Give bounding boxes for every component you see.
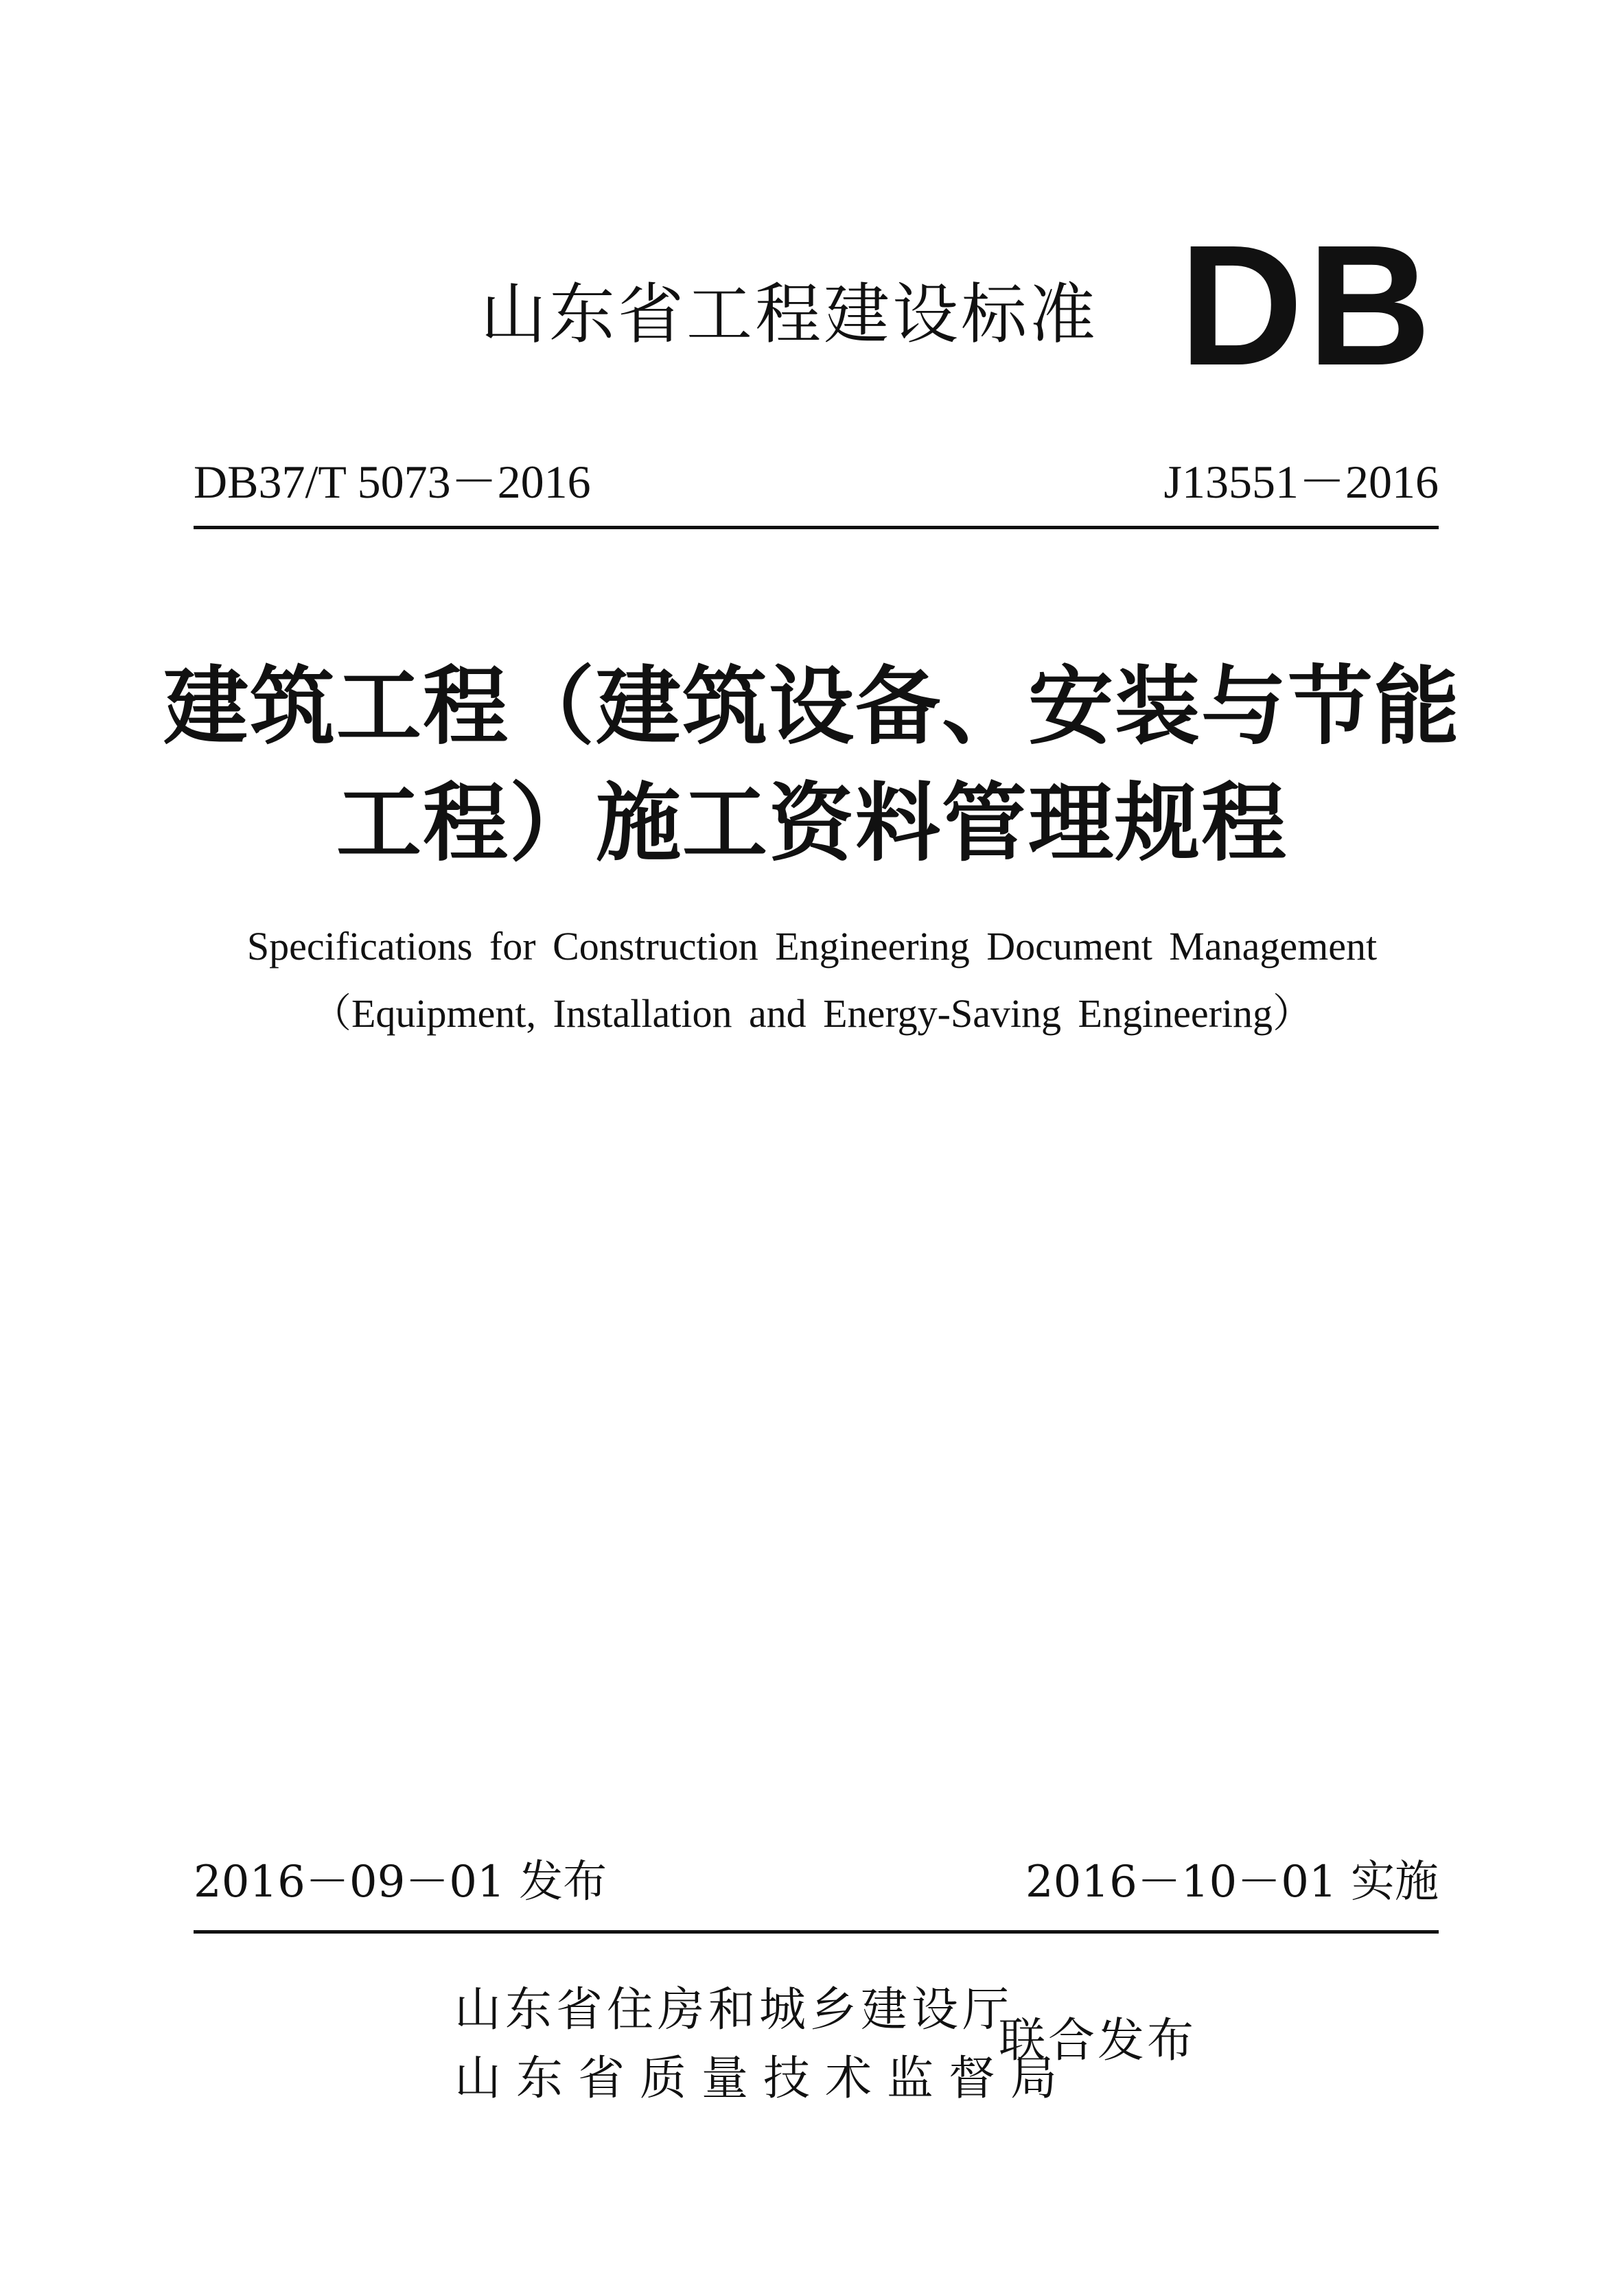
record-number: J13551－2016 (1163, 456, 1439, 508)
chinese-title-line-2: 工程）施工资料管理规程 (336, 774, 1288, 873)
header-divider (194, 526, 1439, 529)
db-mark: DB (1179, 209, 1436, 401)
standard-number: DB37/T 5073－2016 (194, 456, 591, 508)
issuer-line-1: 山东省住房和城乡建设厅 (454, 1983, 1014, 2037)
footer-divider (194, 1930, 1439, 1934)
issuer-line-2: 山东省质量技术监督局 (454, 2052, 1073, 2106)
implementation-date: 2016－10－01 实施 (1025, 1857, 1439, 1907)
english-title-line-1: Specifications for Construction Engineering Document Management (246, 924, 1378, 969)
joint-release-label: 联合发布 (999, 2014, 1197, 2068)
series-title: 山东省工程建设标准 (480, 276, 1098, 353)
chinese-title-line-1: 建筑工程（建筑设备、安装与节能 (163, 657, 1461, 756)
english-title-line-2: （Equipment, Installation and Energy-Saving Engineering） (311, 991, 1313, 1036)
issue-date: 2016－09－01 发布 (194, 1857, 607, 1907)
